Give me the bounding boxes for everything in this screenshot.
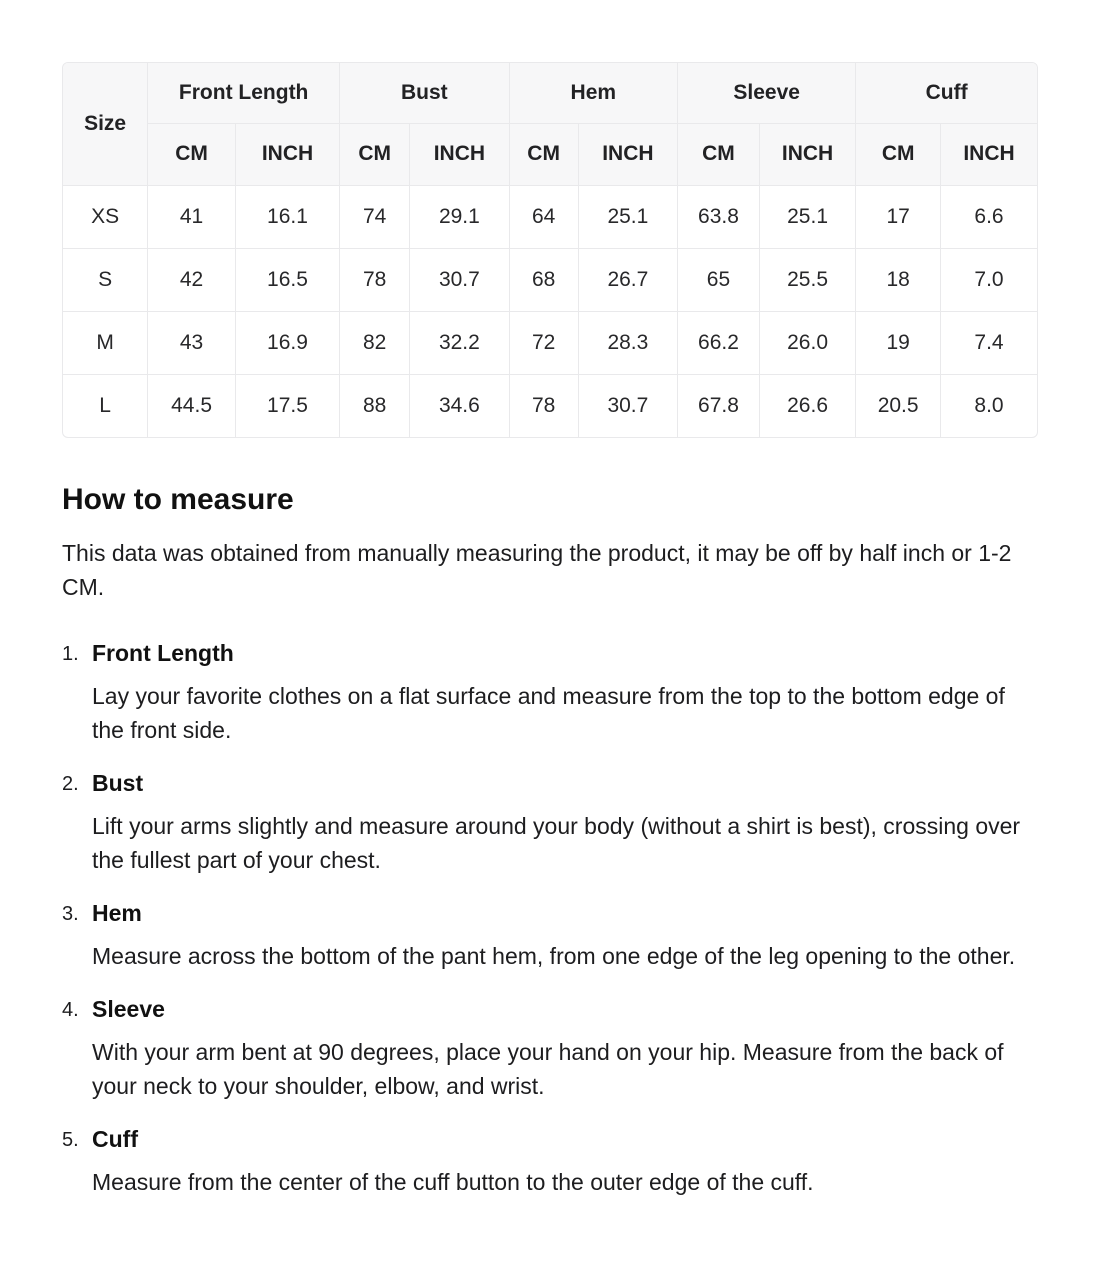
value-cell: 82 (340, 311, 410, 374)
column-group-sleeve: Sleeve (678, 63, 856, 123)
value-cell: 26.6 (759, 374, 855, 437)
item-body (92, 994, 1038, 1124)
column-group-hem: Hem (509, 63, 677, 123)
value-cell: 26.7 (578, 248, 677, 311)
value-cell: 17.5 (235, 374, 339, 437)
column-group-front-length: Front Length (148, 63, 340, 123)
unit-header-bust-cm: CM (340, 123, 410, 185)
unit-header-hem-cm: CM (509, 123, 578, 185)
value-cell: 74 (340, 185, 410, 248)
item-body (92, 1124, 1038, 1220)
item-description: Measure across the bottom of the pant hem, from one edge of the leg opening to the other. (92, 943, 1016, 969)
measure-item-hem (62, 898, 1038, 994)
size-cell: L (63, 374, 148, 437)
item-body (92, 898, 1038, 994)
unit-header-cuff-cm: CM (856, 123, 941, 185)
value-cell: 44.5 (148, 374, 236, 437)
item-title: Hem (92, 900, 142, 926)
value-cell: 32.2 (410, 311, 509, 374)
size-cell: M (63, 311, 148, 374)
item-number: 2. (62, 773, 79, 795)
measure-item-sleeve (62, 994, 1038, 1124)
value-cell: 25.1 (578, 185, 677, 248)
table-row-xs (63, 185, 1037, 248)
column-group-bust: Bust (340, 63, 509, 123)
item-title: Cuff (92, 1126, 138, 1152)
value-cell: 78 (340, 248, 410, 311)
measure-list (62, 638, 1038, 1220)
item-number: 5. (62, 1129, 79, 1151)
item-description: Measure from the center of the cuff button to the outer edge of the cuff. (92, 1169, 814, 1195)
item-title: Front Length (92, 640, 234, 666)
size-chart-table (63, 63, 1037, 437)
value-cell: 7.4 (941, 311, 1037, 374)
item-number: 1. (62, 643, 79, 665)
table-row-s (63, 248, 1037, 311)
size-cell: S (63, 248, 148, 311)
value-cell: 30.7 (410, 248, 509, 311)
value-cell: 6.6 (941, 185, 1037, 248)
item-description: Lay your favorite clothes on a flat surface and measure from the top to the bottom edge of the front side. (92, 683, 1005, 743)
column-group-cuff: Cuff (856, 63, 1037, 123)
value-cell: 8.0 (974, 393, 1004, 417)
value-cell: 41 (148, 185, 236, 248)
unit-header-hem-inch: INCH (578, 123, 677, 185)
value-cell: 19 (856, 311, 941, 374)
value-cell: 65 (678, 248, 760, 311)
measure-item-cuff (62, 1124, 1038, 1220)
value-cell: 66.2 (678, 311, 760, 374)
value-cell: 30.7 (578, 374, 677, 437)
section-title: How to measure (62, 483, 294, 516)
item-title: Bust (92, 770, 144, 796)
value-cell: 26.0 (759, 311, 855, 374)
size-chart-container (62, 62, 1038, 438)
item-description: With your arm bent at 90 degrees, place your hand on your hip. Measure from the back of your neck to your shoulder, elbow, and wrist. (92, 1039, 1004, 1099)
table-row-m (63, 311, 1037, 374)
item-number: 4. (62, 999, 79, 1021)
unit-header-front-length-inch: INCH (235, 123, 339, 185)
value-cell: 29.1 (410, 185, 509, 248)
unit-header-bust-inch: INCH (410, 123, 509, 185)
table-row-l (63, 374, 1037, 437)
value-cell: 17 (856, 185, 941, 248)
value-cell: 34.6 (410, 374, 509, 437)
measure-item-front-length (62, 638, 1038, 768)
value-cell: 16.5 (235, 248, 339, 311)
value-cell: 16.1 (235, 185, 339, 248)
value-cell: 18 (856, 248, 941, 311)
value-cell: 88 (340, 374, 410, 437)
size-cell: XS (63, 185, 148, 248)
value-cell: 63.8 (678, 185, 760, 248)
value-cell: 25.5 (759, 248, 855, 311)
value-cell: 42 (148, 248, 236, 311)
unit-header-front-length-cm: CM (148, 123, 236, 185)
measure-item-bust (62, 768, 1038, 898)
item-title: Sleeve (92, 996, 165, 1022)
value-cell: 72 (509, 311, 578, 374)
value-cell: 43 (148, 311, 236, 374)
value-cell: 67.8 (678, 374, 760, 437)
value-cell: 20.5 (856, 374, 941, 437)
item-number: 3. (62, 903, 79, 925)
value-cell: 7.0 (941, 248, 1037, 311)
unit-header-cuff-inch: INCH (941, 123, 1037, 185)
value-cell: 68 (509, 248, 578, 311)
unit-header-sleeve-inch: INCH (759, 123, 855, 185)
value-cell: 78 (509, 374, 578, 437)
value-cell: 28.3 (578, 311, 677, 374)
section-intro: This data was obtained from manually measuring the product, it may be off by half inch or 1-2 CM. (62, 540, 1012, 600)
value-cell: 16.9 (235, 311, 339, 374)
value-cell: 25.1 (759, 185, 855, 248)
item-body (92, 768, 1038, 898)
item-body (92, 638, 1038, 768)
column-header-size: Size (63, 63, 148, 185)
item-description: Lift your arms slightly and measure around your body (without a shirt is best), crossing over the fullest part of your chest. (92, 813, 1021, 873)
unit-header-sleeve-cm: CM (678, 123, 760, 185)
value-cell: 64 (509, 185, 578, 248)
